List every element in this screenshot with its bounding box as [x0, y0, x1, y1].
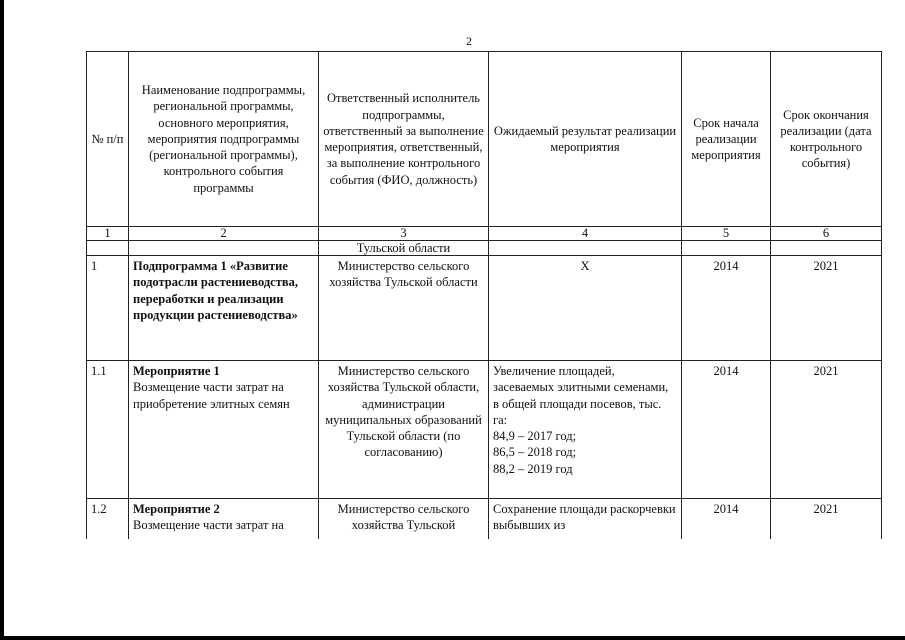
page-number: 2	[466, 34, 472, 48]
row-title: Мероприятие 1	[133, 364, 220, 378]
result-line: Увеличение площадей, засеваемых элитными семенами, в общей площади посевов, тыс. га:	[493, 364, 669, 427]
row-number: 1.1	[87, 361, 129, 499]
row-start: 2014	[682, 256, 771, 361]
header-cell-result: Ожидаемый результат реализации мероприятия	[489, 52, 682, 227]
column-number: 3	[319, 227, 489, 241]
program-table	[86, 51, 882, 539]
continuation-text: Тульской области	[319, 241, 489, 256]
header-cell-name: Наименование подпрограммы, региональной программы, основного мероприятия, мероприятия подпрограммы (региональной программы), контрольного события программы	[129, 52, 319, 227]
row-name	[129, 361, 319, 499]
scan-edge-bottom	[0, 636, 905, 640]
row-description: Возмещение части затрат на приобретение элитных семян	[133, 380, 290, 411]
column-number: 6	[771, 227, 882, 241]
row-end: 2021	[771, 361, 882, 499]
row-title: Подпрограмма 1 «Развитие подотрасли растениеводства, переработки и реализации продукции растениеводства»	[133, 259, 298, 322]
row-description: Возмещение части затрат на	[133, 518, 284, 533]
row-result	[489, 361, 682, 499]
result-line: 88,2 – 2019 год	[493, 461, 573, 476]
column-number: 4	[489, 227, 682, 241]
row-number: 1	[87, 256, 129, 361]
row-name	[129, 256, 319, 361]
row-end: 2021	[771, 499, 882, 539]
result-line: 84,9 – 2017 год;	[493, 429, 577, 443]
column-number: 1	[87, 227, 129, 241]
row-responsible: Министерство сельского хозяйства Тульской	[319, 499, 489, 539]
header-row	[87, 52, 882, 227]
table-row	[87, 256, 882, 361]
row-name	[129, 499, 319, 539]
table-row	[87, 499, 882, 539]
column-number: 5	[682, 227, 771, 241]
continuation-row	[87, 241, 882, 256]
column-number: 2	[129, 227, 319, 241]
row-number: 1.2	[87, 499, 129, 539]
row-result: Сохранение площади раскорчевки выбывших из	[489, 499, 682, 539]
header-cell-end: Срок окончания реализации (дата контрольного события)	[771, 52, 882, 227]
header-cell-start: Срок начала реализации мероприятия	[682, 52, 771, 227]
row-start: 2014	[682, 361, 771, 499]
scan-edge-left	[0, 0, 4, 640]
row-title: Мероприятие 2	[133, 502, 220, 516]
column-number-row	[87, 227, 882, 241]
row-result: Х	[489, 256, 682, 361]
row-responsible: Министерство сельского хозяйства Тульской области, администрации муниципальных образований Тульской области (по согласованию)	[319, 361, 489, 499]
row-start: 2014	[682, 499, 771, 539]
header-cell-number: № п/п	[87, 52, 129, 227]
row-responsible: Министерство сельского хозяйства Тульской области	[319, 256, 489, 361]
header-cell-responsible: Ответственный исполнитель подпрограммы, ответственный за выполнение мероприятия, ответственный, за выполнение контрольного события (ФИО, должность)	[319, 52, 489, 227]
row-end: 2021	[771, 256, 882, 361]
result-line: 86,5 – 2018 год;	[493, 445, 577, 460]
table-row	[87, 361, 882, 499]
